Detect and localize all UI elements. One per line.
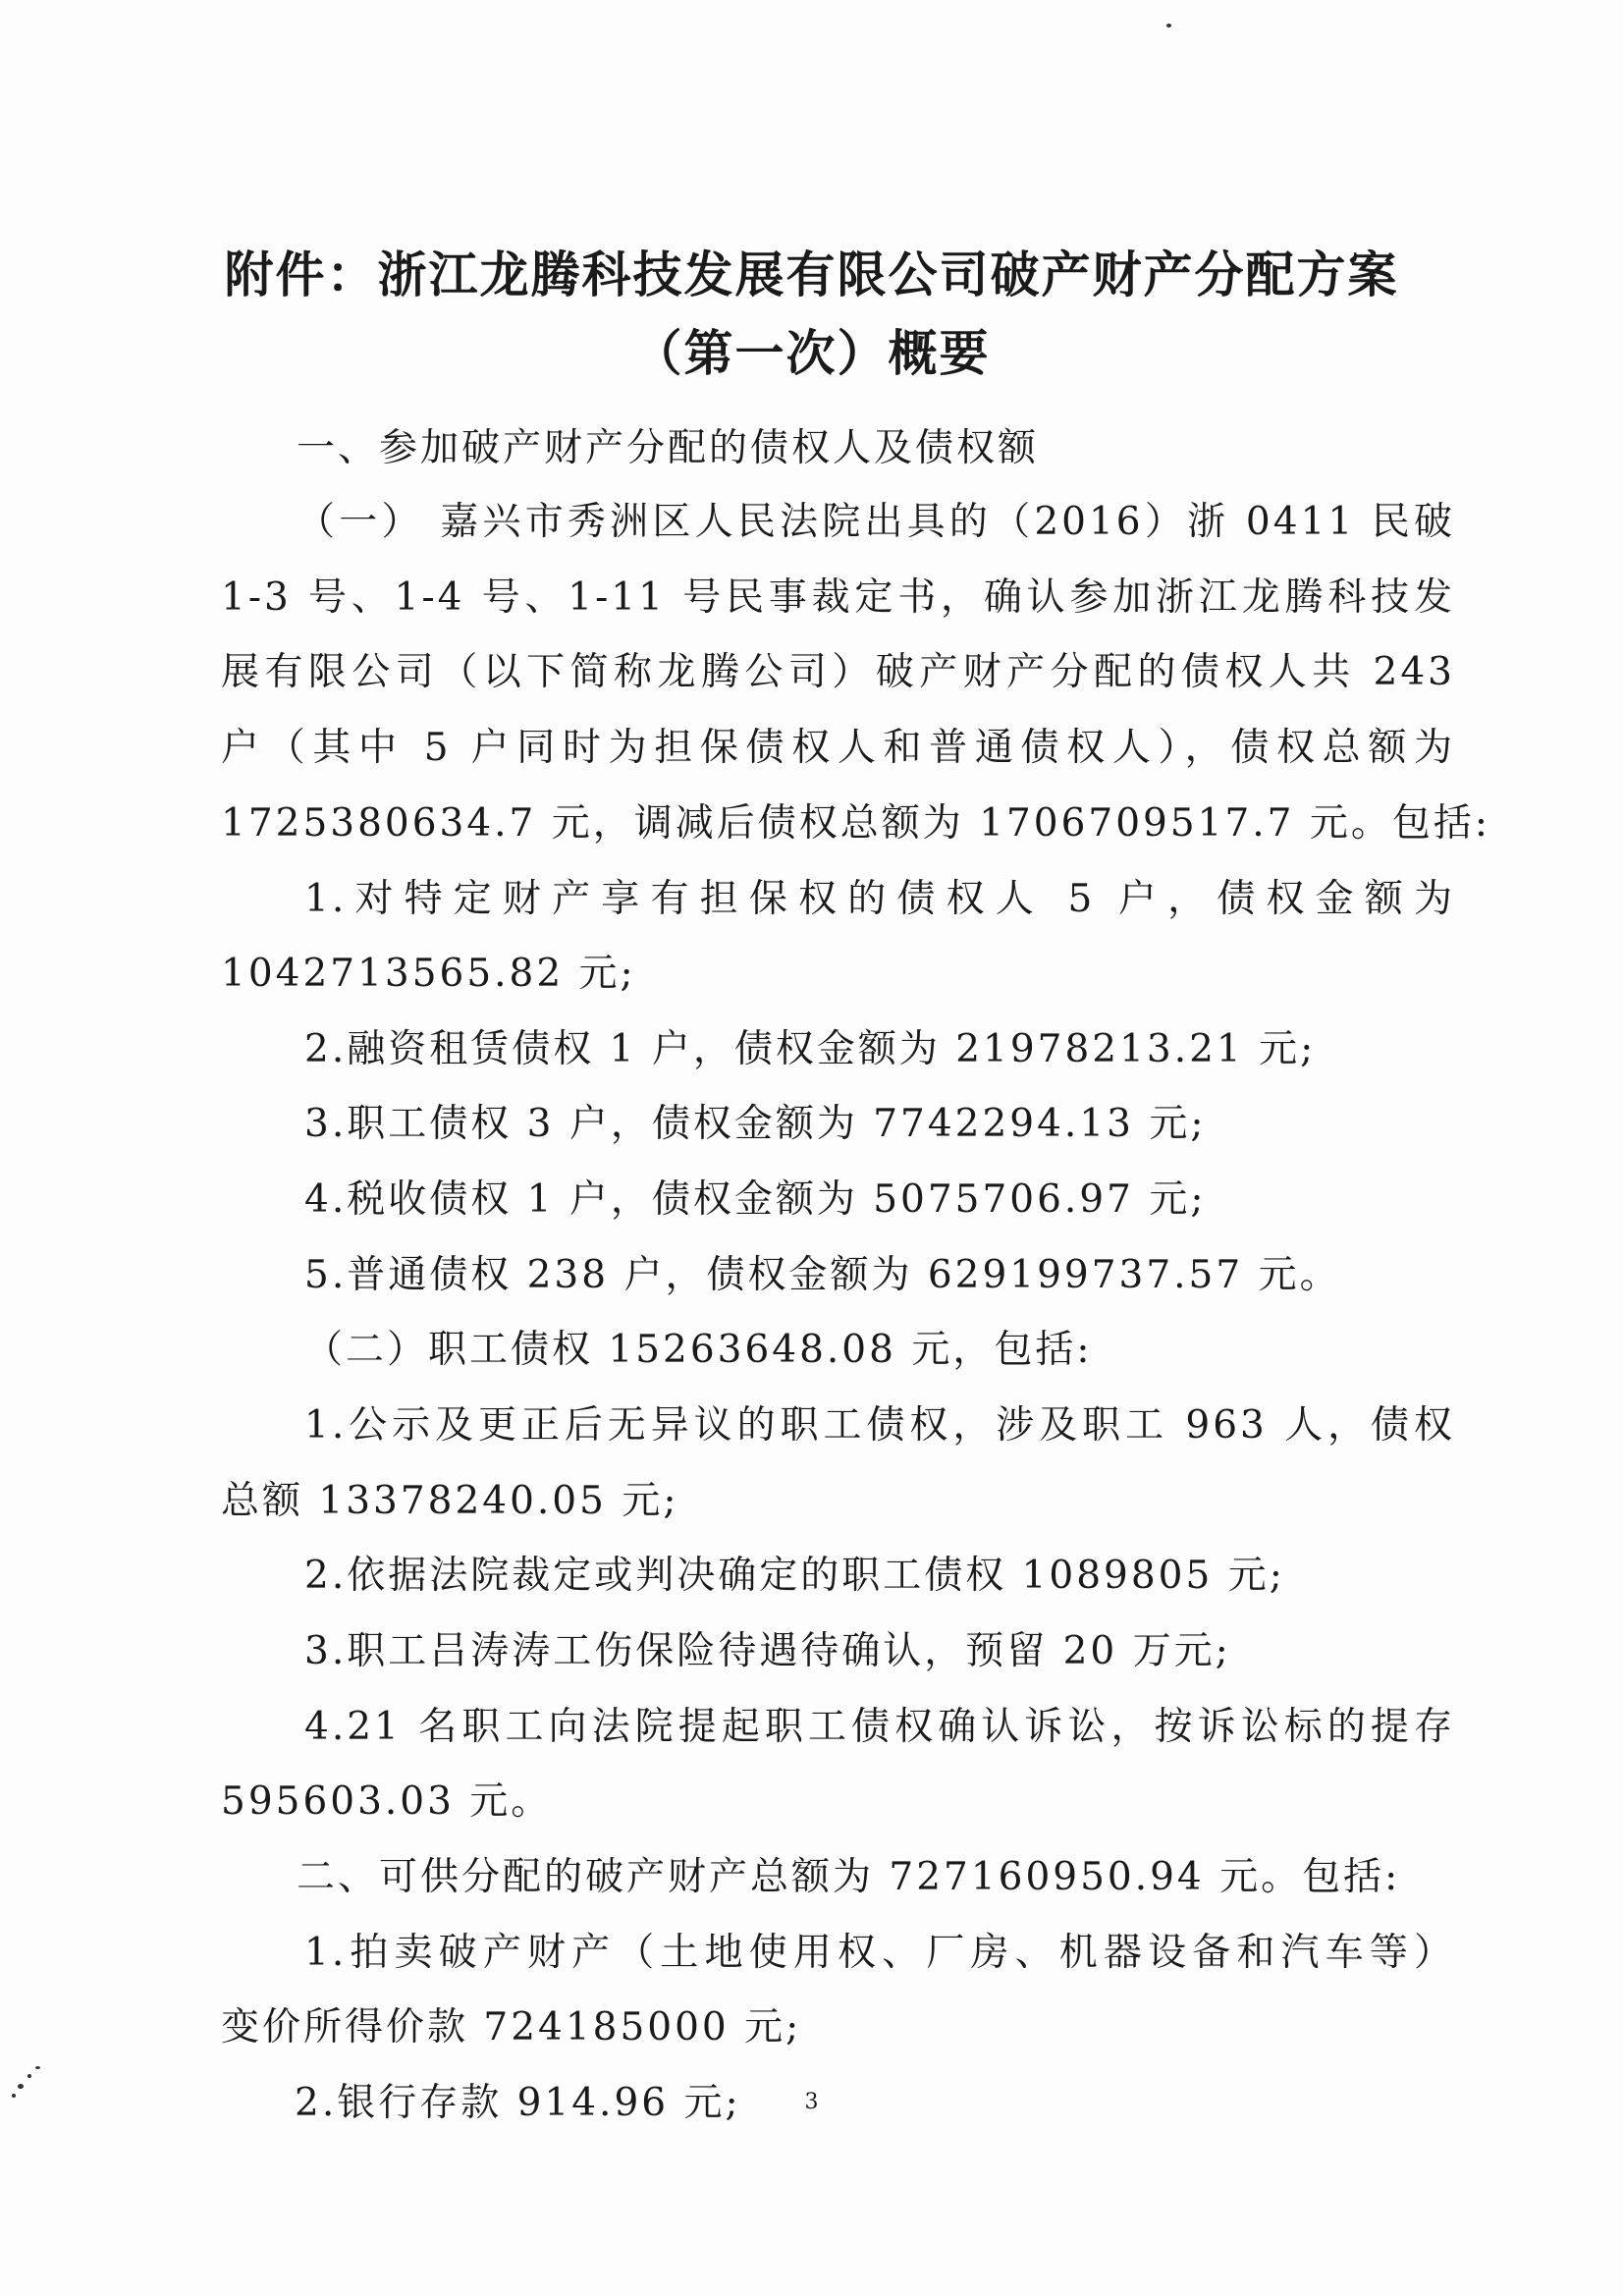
list-item: 1.对特定财产享有担保权的债权人 5 户，债权金额为	[304, 877, 1455, 921]
paragraph-line: （一） 嘉兴市秀洲区人民法院出具的（2016）浙 0411 民破	[297, 500, 1455, 544]
paragraph-line: 1-3 号、1-4 号、1-11 号民事裁定书，确认参加浙江龙腾科技发	[221, 575, 1455, 620]
list-item-continuation: 595603.03 元。	[221, 1779, 553, 1824]
scan-speck	[18, 2084, 24, 2089]
list-item-continuation: 1042713565.82 元;	[221, 952, 636, 996]
page-number: 3	[804, 2090, 819, 2114]
document-title-line-1: 附件：浙江龙腾科技发展有限公司破产财产分配方案	[224, 246, 1399, 303]
paragraph-line: 展有限公司（以下简称龙腾公司）破产财产分配的债权人共 243	[221, 650, 1455, 694]
list-item: 3.职工吕涛涛工伤保险待遇待确认，预留 20 万元;	[304, 1629, 1231, 1673]
section-heading-3: 二、可供分配的破产财产总额为 727160950.94 元。包括:	[297, 1855, 1401, 1899]
list-item: 1.公示及更正后无异议的职工债权，涉及职工 963 人，债权	[304, 1403, 1455, 1448]
list-item: 2.融资租赁债权 1 户，债权金额为 21978213.21 元;	[304, 1027, 1317, 1071]
document-title-line-2: （第一次）概要	[632, 325, 991, 382]
scan-speck	[27, 2074, 31, 2078]
scan-speck	[1166, 24, 1171, 27]
list-item: 3.职工债权 3 户，债权金额为 7742294.13 元;	[304, 1102, 1207, 1146]
list-item: 2.银行存款 914.96 元;	[295, 2081, 741, 2125]
scan-speck	[12, 2094, 16, 2098]
list-item: 1.拍卖破产财产（土地使用权、厂房、机器设备和汽车等）	[304, 1931, 1455, 1975]
list-item: 2.依据法院裁定或判决确定的职工债权 1089805 元;	[304, 1554, 1285, 1598]
scan-speck	[35, 2066, 40, 2069]
list-item: 4.21 名职工向法院提起职工债权确认诉讼，按诉讼标的提存	[304, 1705, 1455, 1749]
list-item-continuation: 变价所得价款 724185000 元;	[221, 2005, 802, 2050]
paragraph-line: 户（其中 5 户同时为担保债权人和普通债权人），债权总额为	[221, 726, 1455, 770]
list-item: 5.普通债权 238 户，债权金额为 629199737.57 元。	[304, 1253, 1341, 1297]
section-heading-2: （二）职工债权 15263648.08 元，包括:	[304, 1328, 1093, 1372]
section-heading-1: 一、参加破产财产分配的债权人及债权额	[297, 426, 1040, 470]
list-item-continuation: 总额 13378240.05 元;	[221, 1479, 679, 1523]
paragraph-line: 1725380634.7 元，调减后债权总额为 1706709517.7 元。包括:	[221, 801, 1491, 846]
list-item: 4.税收债权 1 户，债权金额为 5075706.97 元;	[304, 1177, 1207, 1222]
